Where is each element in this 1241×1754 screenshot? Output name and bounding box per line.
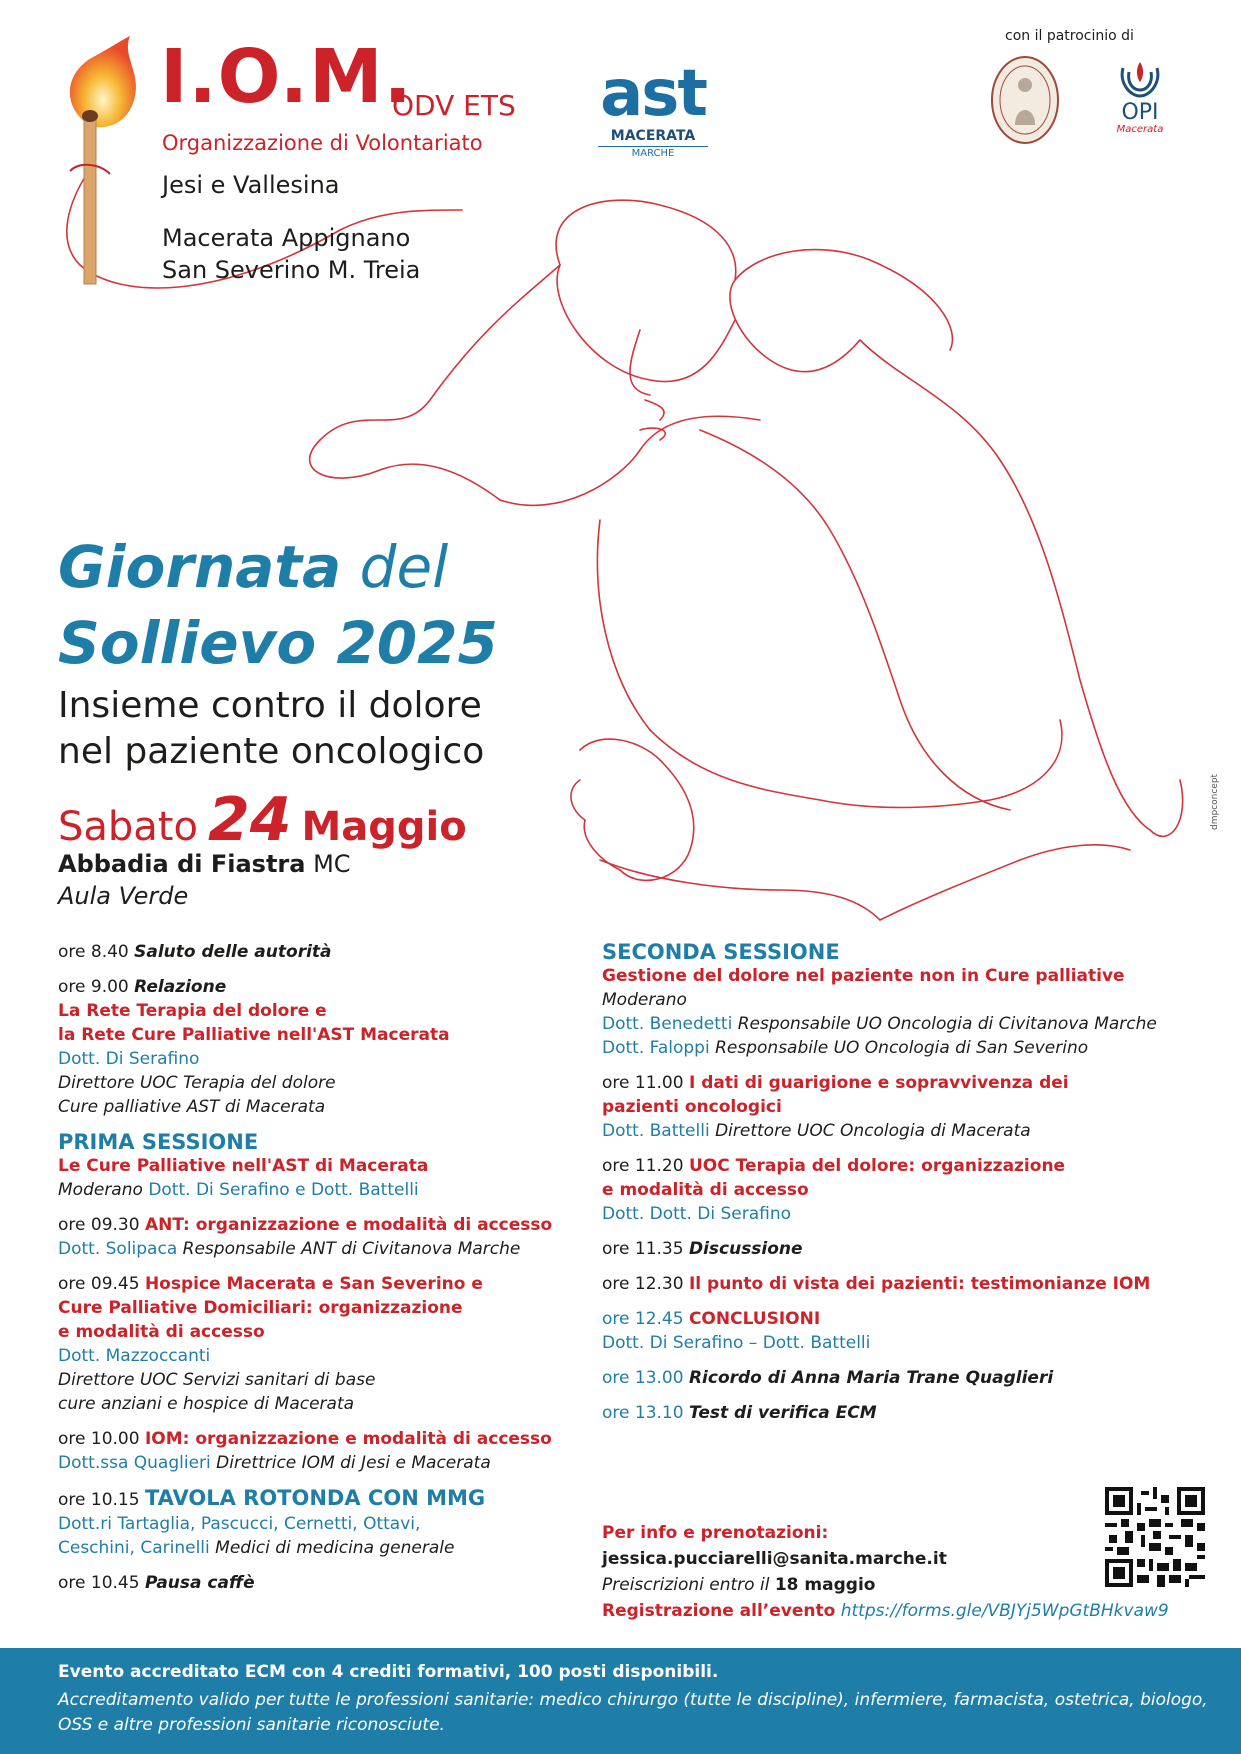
- preregistration-label: Preiscrizioni entro il: [602, 1575, 770, 1595]
- program-topic: CONCLUSIONI: [688, 1309, 821, 1329]
- program-time: ore 8.40: [58, 942, 129, 962]
- program-time: ore 12.45: [602, 1309, 684, 1329]
- program-topic: TAVOLA ROTONDA CON MMG: [144, 1486, 486, 1510]
- program-item: [58, 1213, 618, 1261]
- event-subtitle-2: nel paziente oncologico: [58, 731, 485, 772]
- program-topic: Hospice Macerata e San Severino e: [144, 1274, 483, 1294]
- event-title-line1: [58, 533, 449, 601]
- speaker-role: Direttrice IOM di Jesi e Macerata: [216, 1453, 491, 1473]
- speaker-name: Dott.ssa Quaglieri: [58, 1453, 211, 1473]
- program-topic: UOC Terapia del dolore: organizzazione: [688, 1156, 1066, 1176]
- program-time: ore 10.00: [58, 1429, 140, 1449]
- moderator-name: Dott. Benedetti: [602, 1014, 733, 1034]
- program-item: [58, 1486, 618, 1560]
- designer-credit: dmpconcept: [1210, 773, 1220, 830]
- speaker-name: Dott. Solipaca: [58, 1239, 178, 1259]
- moderator-name: Dott. Faloppi: [602, 1038, 710, 1058]
- opi-emblem-icon: [1115, 58, 1165, 98]
- opi-city: Macerata: [1116, 124, 1164, 135]
- program-topic: e modalità di accesso: [602, 1180, 809, 1200]
- program-text: Relazione: [134, 977, 227, 997]
- footer-ecm-line: Evento accreditato ECM con 4 crediti formativi, 100 posti disponibili.: [58, 1662, 719, 1682]
- program-topic: Il punto di vista dei pazienti: testimonianze IOM: [688, 1274, 1151, 1294]
- program-topic: La Rete Terapia del dolore e: [58, 1001, 327, 1021]
- event-day: Sabato: [58, 804, 198, 850]
- event-title-giornata: Giornata: [58, 533, 342, 601]
- event-place-prov: MC: [313, 850, 351, 878]
- program-item: [602, 1154, 1222, 1226]
- program-time: ore 12.30: [602, 1274, 684, 1294]
- moderator-label: Moderano: [58, 1180, 143, 1200]
- program-item: [58, 1272, 618, 1416]
- session-block: [602, 940, 1222, 1060]
- program-time: ore 10.15: [58, 1490, 140, 1510]
- speaker-names: Dott. Di Serafino – Dott. Battelli: [602, 1333, 871, 1353]
- program-item: [602, 1307, 1222, 1355]
- speaker-role: Medici di medicina generale: [215, 1538, 455, 1558]
- program-item: [58, 1427, 618, 1475]
- program-text: Pausa caffè: [144, 1573, 255, 1593]
- moderator-label: Moderano: [602, 990, 687, 1010]
- speaker-name: Dott. Battelli: [602, 1121, 710, 1141]
- program-item: [602, 1401, 1222, 1425]
- program-topic: ANT: organizzazione e modalità di accesso: [144, 1215, 553, 1235]
- program-topic: e modalità di accesso: [58, 1322, 265, 1342]
- iom-odv: ODV ETS: [392, 89, 516, 122]
- program-item: [602, 1366, 1222, 1390]
- program-item: [602, 1071, 1222, 1143]
- event-month: Maggio: [301, 804, 467, 850]
- moderator-role: Responsabile UO Oncologia di San Severino: [715, 1038, 1089, 1058]
- seal-icon: [990, 55, 1060, 145]
- info-email[interactable]: jessica.pucciarelli@sanita.marche.it: [602, 1549, 947, 1569]
- footer-banner: [0, 1648, 1241, 1754]
- session-subtitle: Le Cure Palliative nell'AST di Macerata: [58, 1156, 429, 1176]
- program-item: [58, 940, 618, 964]
- program-time: ore 13.10: [602, 1403, 684, 1423]
- program-right-column: [602, 940, 1222, 1436]
- footer-accreditation: Accreditamento valido per tutte le professioni sanitarie: medico chirurgo (tutte le discipline), infermiere, farmacista, ostetrica, biologo, OSS e altre professioni sanitarie riconosciute.: [58, 1690, 1208, 1735]
- event-place-name: Abbadia di Fiastra: [58, 850, 306, 878]
- program-item: [58, 1571, 618, 1595]
- iom-jesi: Jesi e Vallesina: [162, 171, 340, 199]
- program-time: ore 11.20: [602, 1156, 684, 1176]
- session-block: [58, 1130, 618, 1202]
- program-time: ore 11.35: [602, 1239, 684, 1259]
- match-flame-icon: [50, 36, 160, 286]
- event-subtitle-1: Insieme contro il dolore: [58, 685, 482, 726]
- event-day-number: 24: [207, 785, 292, 855]
- info-title: Per info e prenotazioni:: [602, 1523, 829, 1543]
- program-text: Discussione: [688, 1239, 803, 1259]
- preregistration-date: 18 maggio: [774, 1575, 876, 1595]
- event-title-del: del: [359, 533, 449, 601]
- opi-wordmark: OPI: [1121, 100, 1159, 125]
- iom-title: I.O.M.: [160, 34, 413, 120]
- speaker-names: Ceschini, Carinelli: [58, 1538, 210, 1558]
- iom-locations-2: San Severino M. Treia: [162, 256, 421, 284]
- session-title: PRIMA SESSIONE: [58, 1130, 259, 1154]
- session-title: SECONDA SESSIONE: [602, 940, 840, 964]
- program-topic: la Rete Cure Palliative nell'AST Macerata: [58, 1025, 450, 1045]
- program-item: [602, 1272, 1222, 1296]
- moderator-role: Responsabile UO Oncologia di Civitanova Marche: [737, 1014, 1157, 1034]
- speaker-role: Direttore UOC Terapia del dolore: [58, 1073, 336, 1093]
- speaker-role: Direttore UOC Oncologia di Macerata: [715, 1121, 1031, 1141]
- program-topic: IOM: organizzazione e modalità di accesso: [144, 1429, 552, 1449]
- event-title-line2: Sollievo 2025: [58, 609, 498, 677]
- ast-wordmark: ast: [600, 57, 706, 131]
- program-text: Saluto delle autorità: [134, 942, 332, 962]
- program-time: ore 09.30: [58, 1215, 140, 1235]
- qr-code-icon[interactable]: [1105, 1487, 1205, 1587]
- program-time: ore 11.00: [602, 1073, 684, 1093]
- patrocinio-label: con il patrocinio di: [1005, 28, 1134, 44]
- event-room: Aula Verde: [58, 882, 189, 910]
- speaker-name: Dott. Dott. Di Serafino: [602, 1204, 792, 1224]
- opi-logo: [1108, 58, 1172, 135]
- program-time: ore 13.00: [602, 1368, 684, 1388]
- program-time: ore 9.00: [58, 977, 129, 997]
- program-text: Test di verifica ECM: [688, 1403, 877, 1423]
- program-item: [58, 975, 618, 1119]
- ast-logo: [588, 57, 718, 159]
- ast-region: MARCHE: [598, 146, 708, 159]
- program-time: ore 09.45: [58, 1274, 140, 1294]
- registration-label: Registrazione all’evento: [602, 1601, 836, 1621]
- registration-link[interactable]: https://forms.gle/VBJYj5WpGtBHkvaw9: [840, 1601, 1169, 1621]
- program-topic: I dati di guarigione e sopravvivenza dei: [688, 1073, 1069, 1093]
- moderator-names: Dott. Di Serafino e Dott. Battelli: [148, 1180, 419, 1200]
- speaker-role: Responsabile ANT di Civitanova Marche: [182, 1239, 521, 1259]
- program-topic: pazienti oncologici: [602, 1097, 782, 1117]
- speaker-names: Dott.ri Tartaglia, Pascucci, Cernetti, Ottavi,: [58, 1514, 421, 1534]
- speaker-name: Dott. Di Serafino: [58, 1049, 200, 1069]
- program-left-column: [58, 940, 618, 1606]
- speaker-role: Cure palliative AST di Macerata: [58, 1097, 326, 1117]
- info-block: [602, 1520, 1169, 1624]
- event-place: [58, 852, 351, 876]
- program-item: [602, 1237, 1222, 1261]
- session-subtitle: Gestione del dolore nel paziente non in Cure palliative: [602, 966, 1125, 986]
- program-topic: Cure Palliative Domiciliari: organizzazione: [58, 1298, 463, 1318]
- speaker-name: Dott. Mazzoccanti: [58, 1346, 211, 1366]
- event-date: [58, 785, 467, 855]
- program-text: Ricordo di Anna Maria Trane Quaglieri: [688, 1368, 1054, 1388]
- iom-locations-1: Macerata Appignano: [162, 224, 411, 252]
- speaker-role: cure anziani e hospice di Macerata: [58, 1394, 355, 1414]
- program-time: ore 10.45: [58, 1573, 140, 1593]
- ast-city: MACERATA: [610, 128, 696, 144]
- iom-organization: Organizzazione di Volontariato: [162, 131, 483, 155]
- speaker-role: Direttore UOC Servizi sanitari di base: [58, 1370, 376, 1390]
